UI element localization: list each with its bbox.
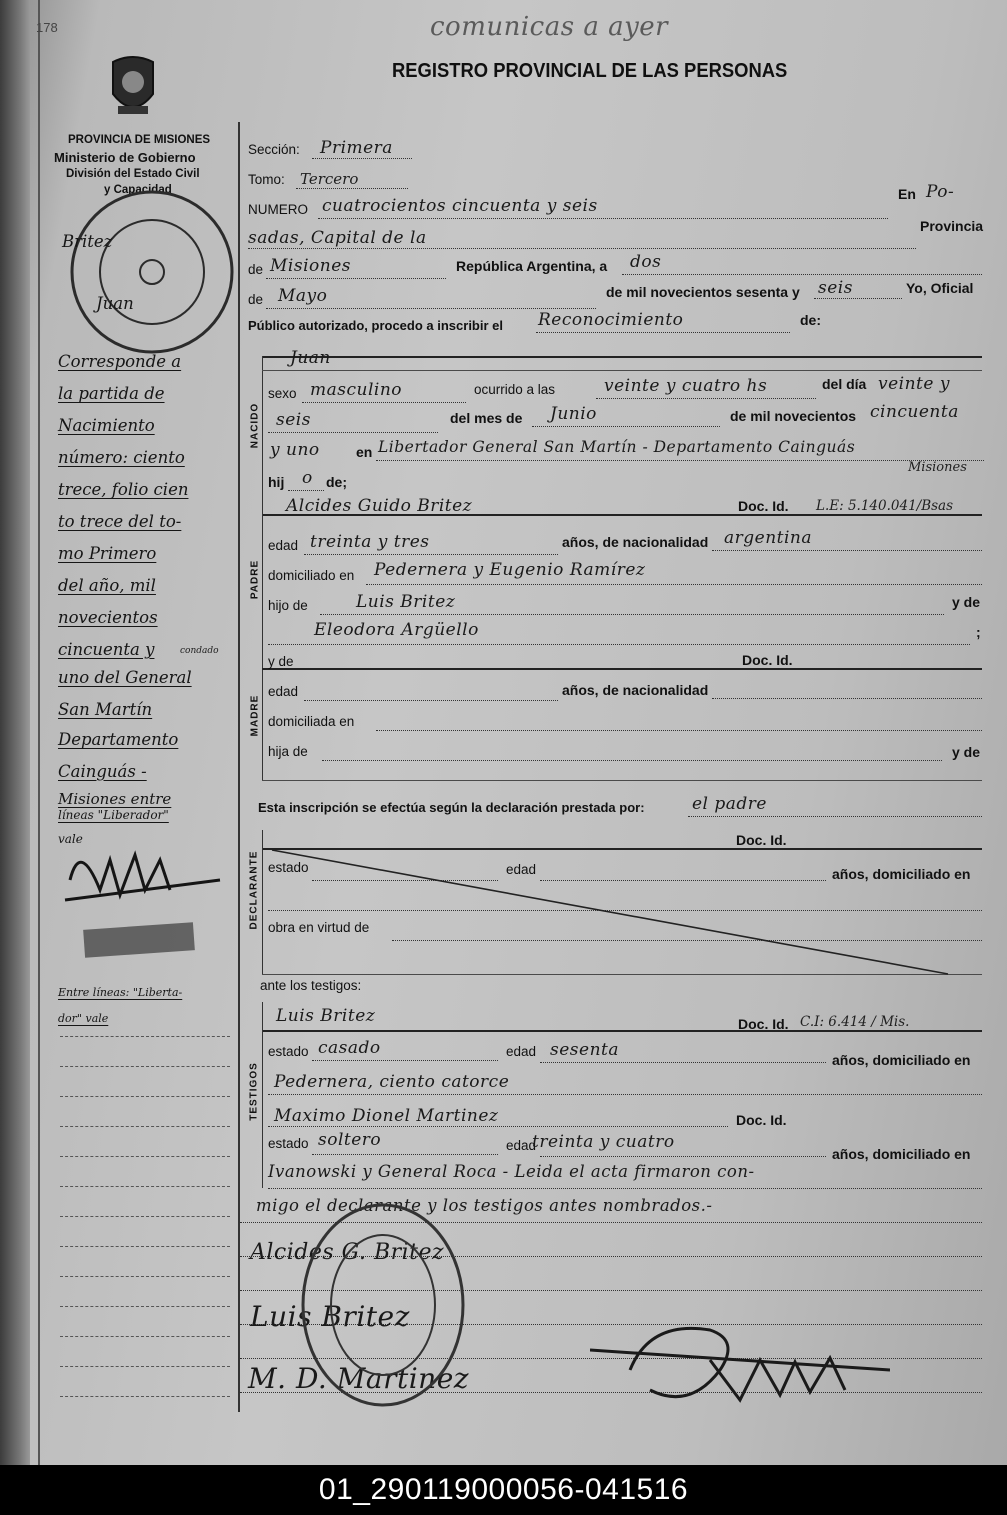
anio-value-2: y uno [270, 440, 320, 460]
seccion-value: Primera [320, 138, 393, 158]
child-name: Juan [290, 348, 331, 368]
madre-nacionalidad-label: años, de nacionalidad [562, 682, 709, 698]
civil-registry-stamp-icon [66, 186, 238, 358]
testigo1-name: Luis Britez [276, 1006, 376, 1026]
lugar-value-2: Misiones [908, 460, 967, 475]
madre-domicilio-label: domiciliada en [268, 714, 355, 729]
margin-guide-line [60, 1396, 230, 1397]
anio-value: cincuenta [870, 402, 959, 422]
sexo-label: sexo [268, 386, 297, 401]
padre-madre-value: Eleodora Argüello [314, 620, 479, 640]
cancel-diagonal-stroke [262, 848, 982, 978]
hora-value: veinte y cuatro hs [604, 376, 768, 396]
declarante-estado-label: estado [268, 860, 309, 875]
act-value: Reconocimiento [538, 310, 684, 330]
column-divider [238, 122, 240, 1412]
madre-edad-label: edad [268, 684, 299, 699]
margin-note-line: Entre líneas: "Liberta- [58, 986, 183, 999]
anio-label: de mil novecientos [730, 408, 857, 424]
margin-note-line: Corresponde a [58, 352, 182, 371]
margin-note-line: mo Primero [58, 544, 157, 563]
padre-hijo-label: hijo de [268, 598, 308, 613]
provincia-label: Provincia [920, 218, 984, 234]
padre-doc-label: Doc. Id. [738, 498, 789, 514]
testigo1-domicilio-label: años, domiciliado en [832, 1052, 971, 1068]
margin-signature-icon [60, 820, 230, 920]
margin-guide-line [60, 1036, 230, 1037]
declarante-domicilio-label: años, domiciliado en [832, 866, 971, 882]
year-label: de mil novecientos sesenta y [606, 284, 800, 300]
margin-note-line: novecientos [58, 608, 158, 627]
margin-note-line: Britez [62, 232, 113, 251]
ministry-heading: Ministerio de Gobierno [54, 150, 196, 165]
testigo2-domicilio-value: Ivanowski y General Roca - Leida el acta firmaron con- [268, 1162, 755, 1181]
margin-note-line: to trece del to- [58, 512, 182, 531]
testigo1-estado-value: casado [318, 1038, 381, 1058]
padre-domicilio-label: domiciliado en [268, 568, 355, 583]
page-title: REGISTRO PROVINCIAL DE LAS PERSONAS [392, 60, 788, 82]
margin-guide-line [60, 1096, 230, 1097]
closing-text: migo el declarante y los testigos antes nombrados.- [256, 1196, 713, 1215]
margin-guide-line [60, 1366, 230, 1367]
margin-note-line: del año, mil [58, 576, 156, 595]
nacido-section-label: NACIDO [249, 402, 261, 449]
margin-guide-line [60, 1216, 230, 1217]
testigo2-edad-label: edad [506, 1138, 537, 1153]
day-value: dos [630, 252, 662, 272]
testigos-ante-label: ante los testigos: [260, 978, 362, 993]
numero-value: cuatrocientos cincuenta y seis [322, 196, 598, 216]
testigo2-edad-value: treinta y cuatro [532, 1132, 675, 1152]
witness-stamp-icon [298, 1200, 468, 1410]
division-heading-2: y Capacidad [104, 184, 172, 196]
margin-note-line: San Martín [58, 700, 153, 719]
testigo1-estado-label: estado [268, 1044, 309, 1059]
margin-note-line: Misiones entre [58, 790, 172, 808]
testigo1-domicilio-value: Pedernera, ciento catorce [274, 1072, 510, 1092]
month-value: Mayo [278, 286, 328, 306]
margin-note-line: trece, folio cien [58, 480, 189, 499]
lugar-en-label: en [356, 444, 373, 460]
padre-nacionalidad-label: años, de nacionalidad [562, 534, 709, 550]
margin-guide-line [60, 1156, 230, 1157]
testigos-section-label: TESTIGOS [248, 1062, 260, 1121]
margin-note-line: líneas "Liberador" [58, 808, 169, 822]
seccion-label: Sección: [248, 142, 300, 157]
signature-witness-2: M. D. Martinez [248, 1362, 470, 1395]
margin-guide-line [60, 1126, 230, 1127]
province-heading: PROVINCIA DE MISIONES [68, 134, 211, 146]
testigo1-edad-value: sesenta [550, 1040, 619, 1060]
padre-doc-value: L.E: 5.140.041/Bsas [816, 498, 954, 514]
margin-guide-line [60, 1276, 230, 1277]
padre-yde-label: y de [952, 594, 981, 610]
margin-note-line: la partida de [58, 384, 165, 403]
padre-edad-value: treinta y tres [310, 532, 430, 552]
en-value: Po- [926, 182, 955, 202]
padre-semicolon: ; [976, 624, 981, 640]
margin-ink-smudge [83, 922, 195, 958]
page-number-mark: 178 [36, 20, 58, 35]
margin-guide-line [60, 1306, 230, 1307]
dia-value: veinte y [878, 374, 950, 394]
declarante-obra-label: obra en virtud de [268, 920, 370, 935]
testigo1-edad-label: edad [506, 1044, 537, 1059]
testigo2-name: Maximo Dionel Martinez [274, 1106, 499, 1126]
year-value: seis [818, 278, 853, 298]
padre-nacionalidad-value: argentina [724, 528, 813, 548]
tomo-value: Tercero [300, 170, 359, 188]
padre-name: Alcides Guido Britez [286, 496, 473, 516]
binding-fold [38, 0, 40, 1465]
madre-section-label: MADRE [249, 694, 261, 737]
numero-label: NUMERO [248, 202, 308, 217]
margin-note-line: vale [58, 832, 83, 846]
yo-label: Yo, Oficial [906, 280, 974, 296]
margin-note-line: dor" vale [58, 1012, 109, 1025]
testigo2-domicilio-label: años, domiciliado en [832, 1146, 971, 1162]
hij-value: o [302, 468, 313, 488]
de-label: de [248, 262, 264, 277]
margin-correction: condado [180, 646, 219, 656]
declaracion-label: Esta inscripción se efectúa según la declaración prestada por: [258, 800, 645, 815]
testigo1-doc-value: C.I: 6.414 / Mis. [800, 1014, 910, 1030]
signature-father: Alcides G. Britez [250, 1240, 445, 1265]
margin-guide-line [60, 1066, 230, 1067]
signature-witness-1: Luis Britez [250, 1300, 410, 1333]
margin-note-line: número: ciento [58, 448, 185, 467]
lugar-value: Libertador General San Martín - Departamento Cainguás [378, 438, 856, 456]
hij-label: hij [268, 474, 285, 490]
declarante-edad-label: edad [506, 862, 537, 877]
madre-yde-label: y de [268, 654, 294, 669]
padre-edad-label: edad [268, 538, 299, 553]
declaracion-value: el padre [692, 794, 767, 814]
city-value: sadas, Capital de la [248, 228, 427, 248]
madre-hija-label: hija de [268, 744, 308, 759]
en-label: En [898, 186, 916, 202]
testigo2-estado-label: estado [268, 1136, 309, 1151]
testigo1-doc-label: Doc. Id. [738, 1016, 789, 1032]
margin-guide-line [60, 1186, 230, 1187]
margin-guide-line [60, 1246, 230, 1247]
hij-de-label: de; [326, 474, 347, 490]
declarante-section-label: DECLARANTE [248, 850, 260, 930]
testigo2-doc-label: Doc. Id. [736, 1112, 787, 1128]
dia-label: del día [822, 376, 867, 392]
tomo-label: Tomo: [248, 172, 285, 187]
padre-domicilio-value: Pedernera y Eugenio Ramírez [374, 560, 646, 580]
binding-edge [0, 0, 30, 1465]
division-heading: División del Estado Civil [66, 168, 200, 180]
ocurrido-label: ocurrido a las [474, 382, 556, 397]
declarante-doc-label: Doc. Id. [736, 832, 787, 848]
image-id-footer: 01_290119000056-041516 [0, 1465, 1007, 1515]
margin-note-line: Nacimiento [58, 416, 155, 435]
margin-note-line: Departamento [58, 730, 179, 749]
madre-yde2-label: y de [952, 744, 981, 760]
sexo-value: masculino [310, 380, 403, 400]
de3-label: de: [800, 312, 821, 328]
padre-section-label: PADRE [249, 559, 261, 600]
madre-doc-label: Doc. Id. [742, 652, 793, 668]
top-note: comunicas a ayer [430, 12, 669, 42]
republica-label: República Argentina, a [456, 258, 608, 274]
margin-note-line: Cainguás - [58, 762, 147, 781]
margin-guide-line [60, 1336, 230, 1337]
testigo2-estado-value: soltero [318, 1130, 382, 1150]
margin-note-line: Juan [96, 294, 134, 313]
crest-icon [108, 54, 158, 120]
dia-value-2: seis [276, 410, 311, 430]
padre-hijo-value: Luis Britez [356, 592, 456, 612]
de2-label: de [248, 292, 264, 307]
margin-note-line: uno del General [58, 668, 192, 687]
mes-value: Junio [550, 404, 597, 424]
mes-label: del mes de [450, 410, 523, 426]
publico-label: Público autorizado, procedo a inscribir el [248, 318, 503, 333]
official-signature-icon [590, 1300, 890, 1430]
province-value: Misiones [270, 256, 351, 276]
margin-note-line: cincuenta y [58, 640, 155, 659]
